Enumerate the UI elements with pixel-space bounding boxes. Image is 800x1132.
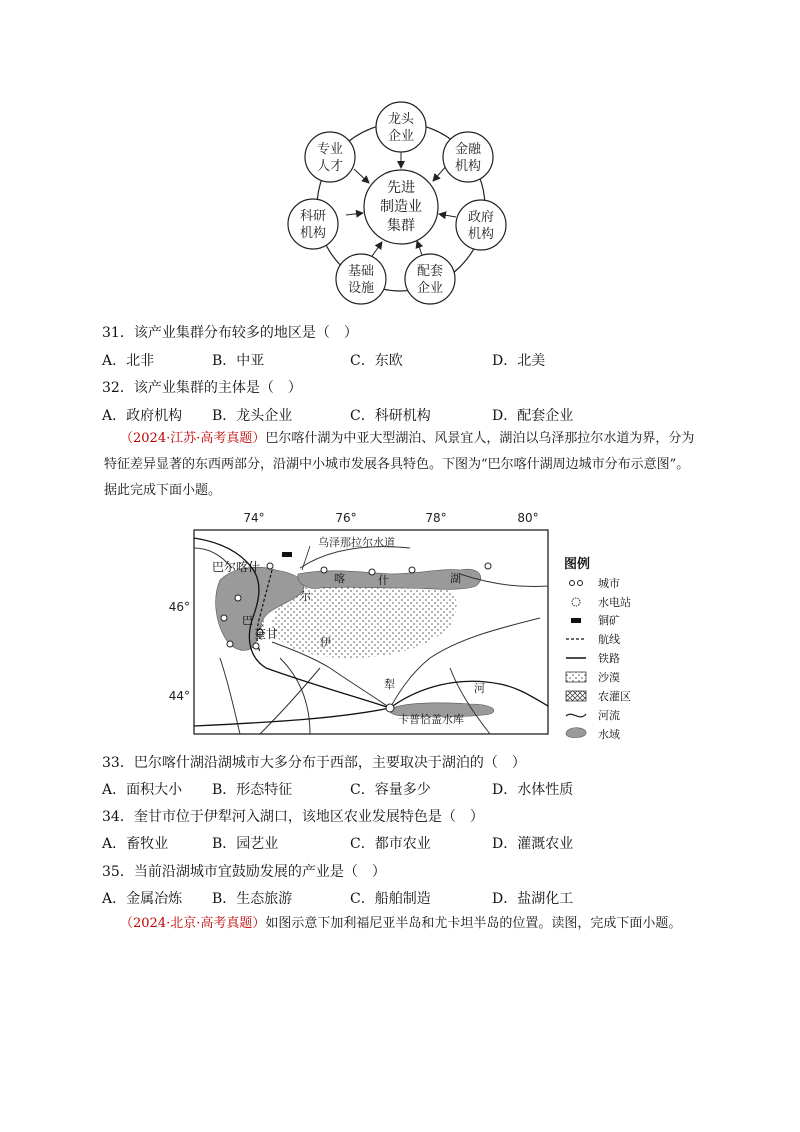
node-lower-left-line1: 基础 xyxy=(347,264,375,279)
legend-copper: 铜矿 xyxy=(598,614,620,627)
channel-label: 乌泽那拉尔水道 xyxy=(318,536,395,549)
node-top-line2: 企业 xyxy=(387,129,415,144)
reservoir-label: 卡普恰盖水库 xyxy=(398,713,464,726)
lon-label-74: 74° xyxy=(243,511,265,525)
question-35 xyxy=(102,861,386,881)
question-stem: 当前沿湖城市宜鼓励发展的产业是（ ） xyxy=(133,864,386,880)
option-33-d[interactable]: D．水体性质 xyxy=(492,782,574,798)
option-34-d[interactable]: D．灌溉农业 xyxy=(492,836,574,852)
node-upper-right-line1: 金融 xyxy=(454,142,482,157)
node-lower-right-line2: 企业 xyxy=(416,281,444,296)
lon-label-78: 78° xyxy=(425,511,447,525)
river-char: 河 xyxy=(474,682,485,695)
lake-char: 什 xyxy=(378,574,389,587)
node-left-line1: 科研 xyxy=(299,209,327,224)
node-lower-left-line2: 设施 xyxy=(347,281,375,296)
intro-paragraph-1: （2024·江苏·高考真题）巴尔喀什湖为中亚大型湖泊、风景宜人，湖泊以乌泽那拉尔水道为界，分为 xyxy=(120,431,695,446)
intro-paragraph-2: （2024·北京·高考真题）如图示意下加利福尼亚半岛和尤卡坦半岛的位置。读图，完成下面小题。 xyxy=(120,916,682,931)
river-char: 伊 xyxy=(320,636,331,649)
center-line3: 集群 xyxy=(387,218,415,234)
center-line2: 制造业 xyxy=(380,199,422,215)
source-tag: （2024·江苏·高考真题） xyxy=(120,431,266,446)
question-number: 35． xyxy=(102,864,134,880)
lake-char: 喀 xyxy=(334,572,345,585)
industry-cluster-diagram xyxy=(270,95,520,310)
option-34-a[interactable]: A．畜牧业 xyxy=(102,836,169,852)
option-31-c[interactable]: C．东欧 xyxy=(350,353,403,369)
option-33-c[interactable]: C．容量多少 xyxy=(350,782,431,798)
option-32-b[interactable]: B．龙头企业 xyxy=(212,408,293,424)
legend-title: 图例 xyxy=(564,557,591,572)
node-upper-right-line2: 机构 xyxy=(454,159,482,174)
question-number: 32． xyxy=(102,380,134,396)
question-number: 31． xyxy=(102,325,134,341)
question-number: 33． xyxy=(102,755,134,771)
lat-label-44: 44° xyxy=(168,689,190,703)
legend-hydropower: 水电站 xyxy=(598,596,631,609)
legend-city: 城市 xyxy=(598,577,620,590)
legend-desert: 沙漠 xyxy=(598,671,620,684)
question-stem: 奎甘市位于伊犁河入湖口，该地区农业发展特色是（ ） xyxy=(133,809,484,825)
lat-label-46: 46° xyxy=(168,600,190,614)
legend-river: 河流 xyxy=(598,709,620,722)
city-label-kuigan: 奎甘 xyxy=(254,627,279,641)
option-31-d[interactable]: D．北美 xyxy=(492,353,546,369)
option-31-b[interactable]: B．中亚 xyxy=(212,353,265,369)
option-32-c[interactable]: C．科研机构 xyxy=(350,408,431,424)
copper-mine-marker xyxy=(282,552,292,557)
question-33 xyxy=(102,752,526,772)
option-32-d[interactable]: D．配套企业 xyxy=(492,408,574,424)
option-35-b[interactable]: B．生态旅游 xyxy=(212,891,293,907)
intro-paragraph-1-line3: 据此完成下面小题。 xyxy=(104,483,222,498)
lake-char: 巴 xyxy=(242,614,253,627)
river-char: 犁 xyxy=(384,678,395,691)
intro-paragraph-1-line2: 特征差异显著的东西两部分，沿湖中小城市发展各具特色。下图为“巴尔喀什湖周边城市分布示意图”。 xyxy=(104,457,690,472)
question-stem: 该产业集群分布较多的地区是（ ） xyxy=(133,325,358,341)
node-right-line2: 机构 xyxy=(467,227,495,242)
question-32 xyxy=(102,377,302,397)
center-line1: 先进 xyxy=(387,180,415,196)
option-33-a[interactable]: A．面积大小 xyxy=(102,782,183,798)
question-stem: 该产业集群的主体是（ ） xyxy=(133,380,302,396)
option-34-c[interactable]: C．都市农业 xyxy=(350,836,431,852)
lake-char: 尔 xyxy=(300,590,311,603)
node-upper-left-line1: 专业 xyxy=(316,142,344,157)
city-label-balkhash: 巴尔喀什 xyxy=(212,560,261,574)
option-35-d[interactable]: D．盐湖化工 xyxy=(492,891,574,907)
option-33-b[interactable]: B．形态特征 xyxy=(212,782,293,798)
source-tag: （2024·北京·高考真题） xyxy=(120,916,266,931)
question-34 xyxy=(102,806,484,826)
map-legend xyxy=(564,556,631,741)
node-right-line1: 政府 xyxy=(467,210,495,225)
question-31 xyxy=(102,322,358,342)
lake-char: 湖 xyxy=(450,572,461,585)
option-31-a[interactable]: A．北非 xyxy=(102,353,155,369)
question-number: 34． xyxy=(102,809,134,825)
option-35-c[interactable]: C．船舶制造 xyxy=(350,891,431,907)
lon-label-80: 80° xyxy=(517,511,539,525)
legend-water: 水域 xyxy=(598,728,620,741)
question-stem: 巴尔喀什湖沿湖城市大多分布于西部，主要取决于湖泊的（ ） xyxy=(133,755,526,771)
option-35-a[interactable]: A．金属冶炼 xyxy=(102,891,183,907)
node-lower-right-line1: 配套 xyxy=(416,264,444,279)
node-left-line2: 机构 xyxy=(299,226,327,241)
legend-railway: 铁路 xyxy=(598,652,620,665)
lon-label-76: 76° xyxy=(335,511,357,525)
balkhash-lake-map xyxy=(160,508,640,748)
node-top-line1: 龙头 xyxy=(387,112,415,127)
option-32-a[interactable]: A．政府机构 xyxy=(102,408,183,424)
legend-irrigation: 农灌区 xyxy=(598,690,631,703)
option-34-b[interactable]: B．园艺业 xyxy=(212,836,279,852)
node-upper-left-line2: 人才 xyxy=(316,159,344,174)
legend-shipping: 航线 xyxy=(598,633,620,646)
